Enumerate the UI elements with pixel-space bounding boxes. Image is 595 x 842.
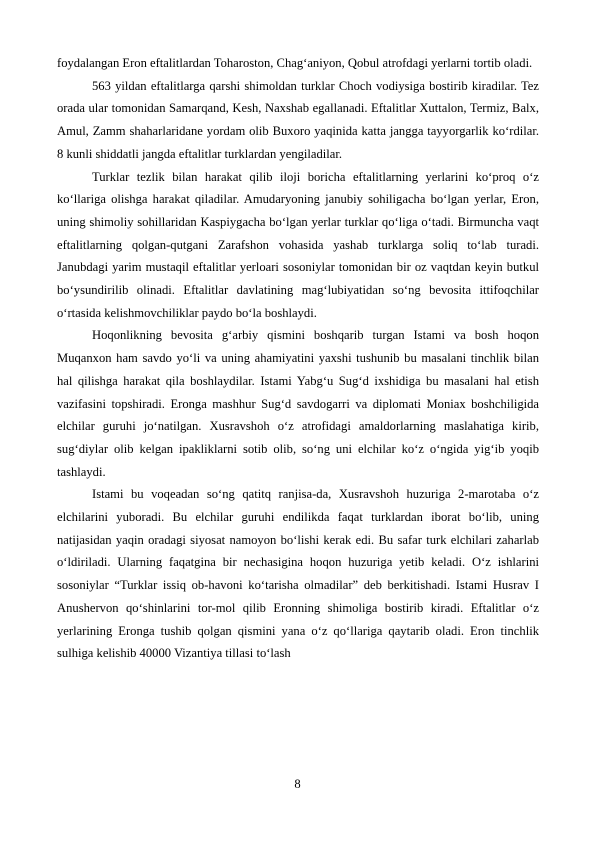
- paragraph-3: Turklar tezlik bilan harakat qilib iloji boricha eftalitlarning yerlarini ko‘proq o‘z ko‘llariga olishga harakat qiladilar. Amudaryoning janubiy sohiligacha bo‘lgan yerlar, Eron, uning shimoliy sohillaridan Kaspiygacha bo‘lgan yerlar turklar qo‘liga o‘tadi. Birmuncha vaqt eftalitlarning qolgan-qutgani Zarafshon vohasida yashab turklarga soliq to‘lab turadi. Janubdagi yarim mustaqil eftalitlar yerloari sosoniylar tomonidan bir oz vaqtdan keyin butkul bo‘ysundirilib olinadi. Eftalitlar davlatining mag‘lubiyatidan so‘ng bevosita ittifoqchilar o‘rtasida kelishmovchiliklar paydo bo‘la boshlaydi.: [57, 169, 539, 320]
- paragraph-4: Hoqonlikning bevosita g‘arbiy qismini boshqarib turgan Istami va bosh hoqon Muqanxon ham savdo yo‘li va uning ahamiyatini yaxshi tushunib bu masalani tinchlik bilan hal qilishga harakat qila boshlaydilar. Istami Yabg‘u Sug‘d ixshidiga bu masalani hal etish vazifasini topshiradi. Eronga mashhur Sug‘d savdogarri va diplomati Moniax boshchiligida elchilar guruhi jo‘natilgan. Xusravshoh o‘z atrofidagi amaldorlarning maslahatiga kirib, sug‘diylar olib kelgan ipakliklarni sotib olib, so‘ng uni elchilar ko‘z o‘ngida yig‘ib yoqib tashlaydi.: [57, 328, 539, 479]
- page-number: 8: [294, 777, 301, 791]
- body-text: [57, 52, 539, 665]
- paragraph-1: foydalangan Eron eftalitlardan Toharoston, Chag‘aniyon, Qobul atrofdagi yerlarni tortib oladi.: [57, 56, 533, 70]
- paragraph-2: 563 yildan eftalitlarga qarshi shimoldan turklar Choch vodiysiga bostirib kiradilar. Tez orada ular tomonidan Samarqand, Kesh, Naxshab egallanadi. Eftalitlar Xuttalon, Termiz, Balx, Amul, Zamm shaharlaridane yordam olib Buxoro yaqinida katta jangga tayyorgarlik ko‘rdilar. 8 kunli shiddatli jangda eftalitlar turklardan yengiladilar.: [57, 78, 539, 161]
- paragraph-5: Istami bu voqeadan so‘ng qatitq ranjisa-da, Xusravshoh huzuriga 2-marotaba o‘z elchilarini yuboradi. Bu elchilar guruhi endilikda faqat turklardan iborat bo‘lib, uning natijasidan yaqin oradagi siyosat namoyon bo‘lishi kerak edi. Bu safar turk elchilari zaharlab o‘ldiriladi. Ularning faqatgina bir nechasigina hoqon huzuriga yetib keladi. O‘z ishlarini sosoniylar “Turklar issiq ob-havoni ko‘tarisha olmadilar” deb berkitishadi. Istami Husrav I Anushervon qo‘shinlarini tor-mol qilib Eronning shimoliga bostirib kiradi. Eftalitlar o‘z yerlarining Eronga tushib qolgan qismini yana o‘z qo‘llariga qaytarib oladi. Eron tinchlik sulhiga kelishib 40000 Vizantiya tillasi to‘lash: [57, 487, 539, 661]
